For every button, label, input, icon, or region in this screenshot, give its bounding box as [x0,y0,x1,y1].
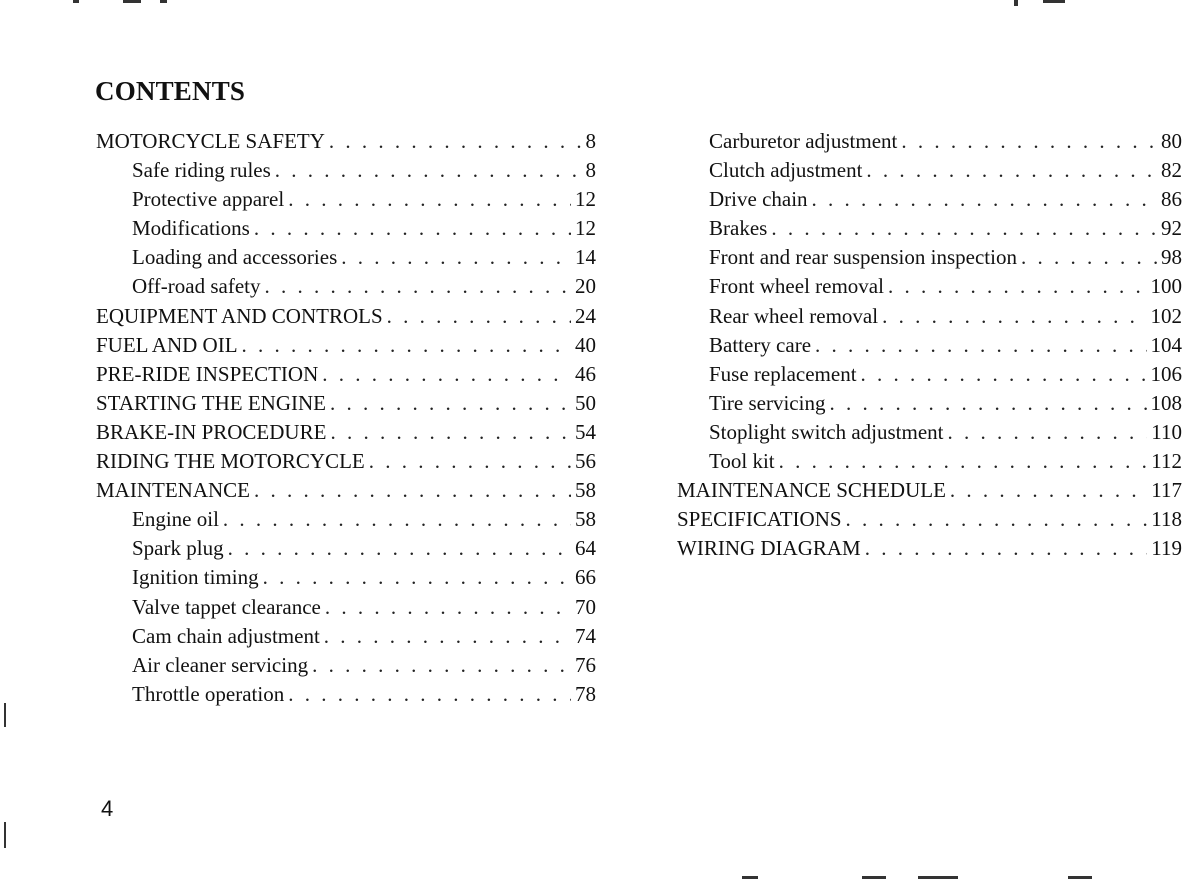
toc-entry-page: 108 [1150,390,1182,415]
toc-entry-page: 86 [1161,187,1182,212]
toc-entry [677,129,1182,158]
toc-entry-label: Tire servicing [709,390,826,415]
scan-mark [1043,0,1065,3]
dot-leader [325,595,571,620]
toc-entry-page: 104 [1150,332,1182,357]
dot-leader [771,216,1157,241]
dot-leader [815,333,1146,358]
scan-mark [4,703,6,727]
toc-entry [96,420,596,449]
scan-mark [1014,0,1018,6]
dot-leader [228,536,571,561]
toc-entry [677,507,1182,536]
toc-entry-page: 64 [575,536,596,561]
toc-entry-page: 100 [1150,274,1182,299]
dot-leader [223,507,571,532]
toc-entry-page: 54 [575,419,596,444]
toc-entry [677,362,1182,391]
dot-leader [901,129,1157,154]
toc-entry-page: 76 [575,652,596,677]
scan-mark [123,0,141,3]
toc-entry-label: Ignition timing [132,565,259,590]
toc-entry [96,565,596,594]
toc-entry-page: 78 [575,681,596,706]
dot-leader [330,391,571,416]
toc-entry-label: Throttle operation [132,681,285,706]
dot-leader [866,158,1157,183]
toc-entry-label: Front and rear suspension inspection [709,245,1017,270]
toc-entry-label: Protective apparel [132,187,285,212]
dot-leader [275,158,582,183]
dot-leader [254,478,571,503]
toc-entry [96,682,596,711]
toc-entry [96,449,596,478]
dot-leader [950,478,1147,503]
toc-entry-label: BRAKE-IN PROCEDURE [96,419,327,444]
toc-entry-label: STARTING THE ENGINE [96,390,326,415]
toc-entry-label: Valve tappet clearance [132,594,321,619]
toc-entry-label: MAINTENANCE SCHEDULE [677,478,946,503]
toc-entry-label: Clutch adjustment [709,158,863,183]
dot-leader [1021,245,1157,270]
dot-leader [288,682,571,707]
toc-entry-label: Carburetor adjustment [709,129,898,153]
scan-mark [160,0,167,3]
toc-entry-page: 98 [1161,245,1182,270]
toc-entry-label: Off-road safety [132,274,261,299]
dot-leader [322,362,571,387]
dot-leader [341,245,571,270]
toc-entry [96,624,596,653]
toc-entry-page: 20 [575,274,596,299]
dot-leader [264,274,571,299]
toc-entry [96,245,596,274]
toc-entry-page: 66 [575,565,596,590]
toc-entry-label: Front wheel removal [709,274,884,299]
toc-entry-label: Battery care [709,332,812,357]
toc-entry-label: FUEL AND OIL [96,332,238,357]
dot-leader [779,449,1148,474]
toc-entry-page: 117 [1151,478,1182,503]
toc-entry [677,449,1182,478]
scan-mark [4,822,6,848]
toc-entry-label: Fuse replacement [709,361,857,386]
dot-leader [288,187,571,212]
toc-entry [96,274,596,303]
toc-entry [677,333,1182,362]
toc-entry-label: MOTORCYCLE SAFETY [96,129,325,153]
toc-entry-label: WIRING DIAGRAM [677,536,861,561]
toc-entry-label: Loading and accessories [132,245,338,270]
toc-entry [96,362,596,391]
toc-entry [96,653,596,682]
toc-entry [677,391,1182,420]
dot-leader [387,304,571,329]
toc-entry-page: 24 [575,303,596,328]
toc-entry-page: 74 [575,623,596,648]
toc-entry [96,478,596,507]
toc-entry-page: 82 [1161,158,1182,183]
dot-leader [263,565,571,590]
toc-entry-page: 80 [1161,129,1182,153]
toc-entry-label: Modifications [132,216,250,241]
toc-entry [677,304,1182,333]
toc-entry-page: 106 [1150,361,1182,386]
page-title: CONTENTS [95,76,246,106]
toc-entry-page: 12 [575,216,596,241]
toc-entry-page: 119 [1151,536,1182,561]
toc-entry-page: 40 [575,332,596,357]
dot-leader [846,507,1148,532]
dot-leader [254,216,571,241]
toc-entry [96,216,596,245]
toc-entry-label: EQUIPMENT AND CONTROLS [96,303,383,328]
toc-entry-page: 46 [575,361,596,386]
toc-entry [96,507,596,536]
toc-entry [96,158,596,187]
toc-entry-label: RIDING THE MOTORCYCLE [96,449,365,474]
toc-entry-page: 14 [575,245,596,270]
dot-leader [369,449,571,474]
page-number: 4 [101,796,114,821]
toc-entry [96,304,596,333]
toc-entry-label: MAINTENANCE [96,478,250,503]
dot-leader [324,624,571,649]
toc-entry [96,187,596,216]
toc-entry-label: Stoplight switch adjustment [709,419,944,444]
toc-entry [677,216,1182,245]
dot-leader [865,536,1148,561]
toc-entry-page: 118 [1151,507,1182,532]
dot-leader [812,187,1157,212]
toc-entry-label: Spark plug [132,536,224,561]
toc-entry-label: Air cleaner servicing [132,652,309,677]
toc-entry [96,595,596,624]
toc-entry-label: Tool kit [709,449,775,474]
toc-entry-label: Engine oil [132,507,219,532]
toc-entry-label: PRE-RIDE INSPECTION [96,361,319,386]
toc-entry [677,187,1182,216]
dot-leader [330,420,571,445]
toc-entry-page: 58 [575,507,596,532]
toc-entry [677,536,1182,565]
dot-leader [861,362,1147,387]
dot-leader [329,129,582,154]
toc-entry-page: 50 [575,390,596,415]
toc-entry-label: Drive chain [709,187,808,212]
dot-leader [882,304,1146,329]
toc-entry-page: 58 [575,478,596,503]
toc-entry [677,158,1182,187]
toc-entry-page: 8 [585,129,596,153]
toc-entry [96,391,596,420]
toc-entry-label: Cam chain adjustment [132,623,320,648]
toc-entry-page: 12 [575,187,596,212]
toc-entry-page: 92 [1161,216,1182,241]
scan-mark [73,0,79,3]
toc-entry [677,274,1182,303]
toc-left-column [96,129,596,711]
toc-entry [96,333,596,362]
toc-entry-page: 56 [575,449,596,474]
dot-leader [888,274,1147,299]
toc-entry-label: Safe riding rules [132,158,271,183]
toc-right-column [677,129,1182,565]
toc-entry-page: 8 [585,158,596,183]
toc-entry [677,478,1182,507]
dot-leader [948,420,1148,445]
toc-entry-label: Brakes [709,216,768,241]
toc-entry-label: SPECIFICATIONS [677,507,842,532]
toc-entry [96,536,596,565]
toc-entry-page: 102 [1150,303,1182,328]
toc-entry [677,245,1182,274]
dot-leader [312,653,571,678]
toc-entry-page: 110 [1151,419,1182,444]
toc-entry-label: Rear wheel removal [709,303,879,328]
toc-entry-page: 112 [1151,449,1182,474]
toc-entry [677,420,1182,449]
dot-leader [829,391,1146,416]
toc-entry [96,129,596,158]
dot-leader [242,333,571,358]
toc-entry-page: 70 [575,594,596,619]
